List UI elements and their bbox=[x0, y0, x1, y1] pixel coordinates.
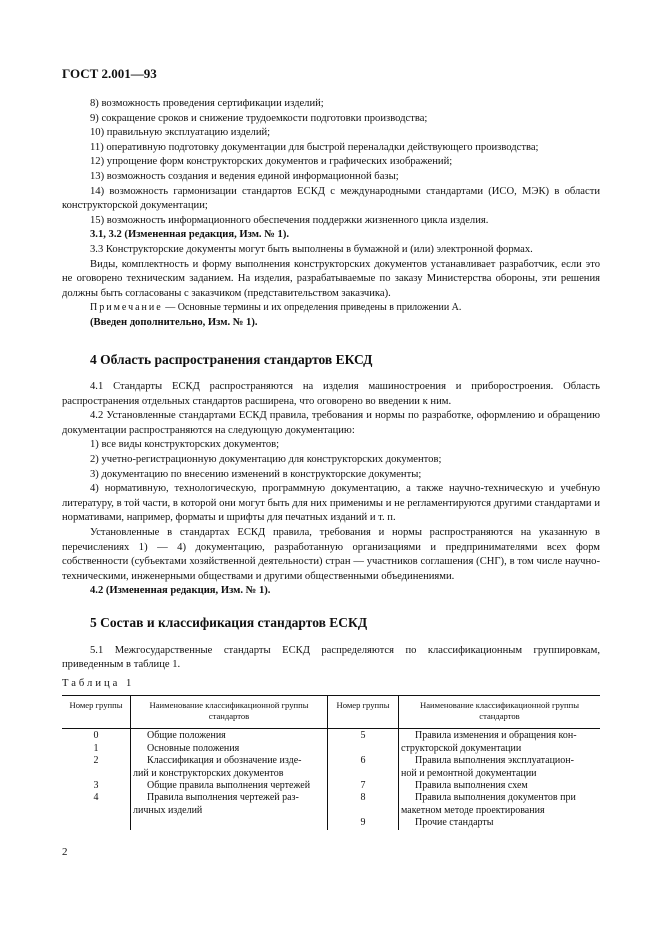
paragraph-established: Установленные в стандартах ЕСКД правила, требования и нормы распространяются на указанную в перечислениях 1) — 4) документацию, разработанную организациями и предпринимателями всех форм собственности (субъектами хозяйственной деятельности) стран — участников соглашения (СНГ), в том числе научно-техническими, инженерными обществами и другими общественными объединениями. bbox=[62, 527, 600, 582]
group-number: 3 bbox=[93, 780, 99, 791]
group-name: Правила выполнения документов при bbox=[415, 792, 576, 804]
group-number: 0 bbox=[93, 730, 99, 742]
right-number-column bbox=[328, 729, 399, 830]
paragraph-4-1: 4.1 Стандарты ЕСКД распространяются на изделия машиностроения и приборостроения. Область распространения отдельных стандартов расширена, что оговорено во введении к ним. bbox=[62, 381, 600, 407]
group-number: 6 bbox=[360, 755, 366, 767]
list-item: 3) документацию по внесению изменений в конструкторские документы; bbox=[90, 468, 422, 480]
note-text: — Основные термины и их определения приведены в приложении А. bbox=[162, 302, 462, 314]
group-name: Общие положения bbox=[147, 730, 226, 742]
list-item: 10) правильную эксплуатацию изделий; bbox=[90, 127, 271, 139]
list-item: 1) все виды конструкторских документов; bbox=[90, 439, 280, 451]
group-number: 2 bbox=[93, 755, 99, 767]
list-item: 2) учетно-регистрационную документацию для конструкторских документов; bbox=[90, 454, 442, 466]
list-item: 9) сокращение сроков и снижение трудоемкости подготовки производства; bbox=[90, 112, 428, 124]
list-item: 12) упрощение форм конструкторских документов и графических изображений; bbox=[90, 156, 453, 168]
classification-table bbox=[62, 695, 600, 829]
group-name: личных изделий bbox=[133, 804, 203, 816]
table-header-row bbox=[62, 696, 600, 729]
group-name: структорской документации bbox=[401, 742, 522, 754]
list-item: 4) нормативную, технологическую, программную документацию, а также научно-техническую и учебную литературу, в той части, в которой они могут быть для них применимы и не регламентируются другими стандартами и нормативами, например, форматы и шрифты для печатных изданий и т. п. bbox=[62, 483, 600, 524]
document-code-header: ГОСТ 2.001—93 bbox=[62, 66, 157, 81]
paragraph-views: Виды, комплектность и форму выполнения конструкторских документов устанавливает разработчик, если это не оговорено техническим заданием. На изделия, разрабатываемые по заказу Министерства обороны, эти решения должны быть согласованы с заказчиком (представительством заказчика). bbox=[62, 258, 600, 299]
group-name: Основные положения bbox=[147, 742, 240, 754]
list-item: 8) возможность проведения сертификации изделий; bbox=[90, 98, 324, 109]
group-name: макетном методе проектирования bbox=[401, 804, 545, 816]
group-name: Правила выполнения чертежей раз- bbox=[147, 792, 299, 804]
document-body bbox=[62, 97, 600, 830]
right-name-column bbox=[399, 729, 601, 830]
group-number: 9 bbox=[360, 817, 366, 829]
group-name: ной и ремонтной документации bbox=[401, 767, 537, 779]
group-name: Классификация и обозначение изде- bbox=[147, 755, 302, 767]
group-number: 4 bbox=[93, 792, 99, 804]
header-group-name: Наименование классификационной группы стандартов bbox=[131, 696, 328, 729]
section-4-title: 4 Область распространения стандартов ЕКСД bbox=[90, 351, 373, 367]
group-number: 1 bbox=[93, 742, 99, 754]
header-group-number: Номер группы bbox=[62, 696, 131, 729]
header-group-name: Наименование классификационной группы стандартов bbox=[399, 696, 601, 729]
table-caption: Таблица 1 bbox=[62, 677, 135, 689]
group-name: лий и конструкторских документов bbox=[133, 767, 284, 779]
left-name-column bbox=[131, 729, 328, 830]
amendment-note: 4.2 (Измененная редакция, Изм. № 1). bbox=[90, 585, 271, 597]
group-name: Правила выполнения схем bbox=[415, 780, 528, 791]
group-number: 8 bbox=[360, 792, 366, 804]
group-name: Прочие стандарты bbox=[415, 817, 494, 829]
table-body-row bbox=[62, 729, 600, 830]
group-name: Правила изменения и обращения кон- bbox=[415, 730, 577, 742]
group-number: 7 bbox=[360, 780, 366, 791]
note-label: Примечание bbox=[90, 302, 163, 314]
paragraph-4-2: 4.2 Установленные стандартами ЕСКД правила, требования и нормы по разработке, оформлению и обращению документации распространяются на следующую документацию: bbox=[62, 410, 600, 436]
group-number: 5 bbox=[360, 730, 366, 742]
paragraph-5-1: 5.1 Межгосударственные стандарты ЕСКД распределяются по классификационным группировкам, приведенным в таблице 1. bbox=[62, 644, 600, 671]
amendment-note: 3.1, 3.2 (Измененная редакция, Изм. № 1). bbox=[90, 229, 289, 241]
note bbox=[62, 301, 600, 316]
list-item: 13) возможность создания и ведения единой информационной базы; bbox=[90, 170, 399, 182]
section-5-title: 5 Состав и классификация стандартов ЕСКД bbox=[90, 615, 368, 630]
header-group-number: Номер группы bbox=[328, 696, 399, 729]
introduced-note: (Введен дополнительно, Изм. № 1). bbox=[90, 316, 258, 328]
list-item: 15) возможность информационного обеспечения поддержки жизненного цикла изделия. bbox=[90, 214, 489, 226]
list-item: 11) оперативную подготовку документации для быстрой переналадки действующего производства; bbox=[90, 141, 539, 153]
group-name: Общие правила выполнения чертежей bbox=[147, 780, 311, 791]
list-item: 14) возможность гармонизации стандартов ЕСКД с международными стандартами (ИСО, МЭК) в области конструкторской документации; bbox=[62, 185, 600, 212]
page-number: 2 bbox=[62, 846, 68, 858]
paragraph-3-3: 3.3 Конструкторские документы могут быть выполнены в бумажной и (или) электронной формах. bbox=[90, 243, 533, 255]
group-name: Правила выполнения эксплуатацион- bbox=[415, 755, 574, 767]
left-number-column bbox=[62, 729, 131, 830]
